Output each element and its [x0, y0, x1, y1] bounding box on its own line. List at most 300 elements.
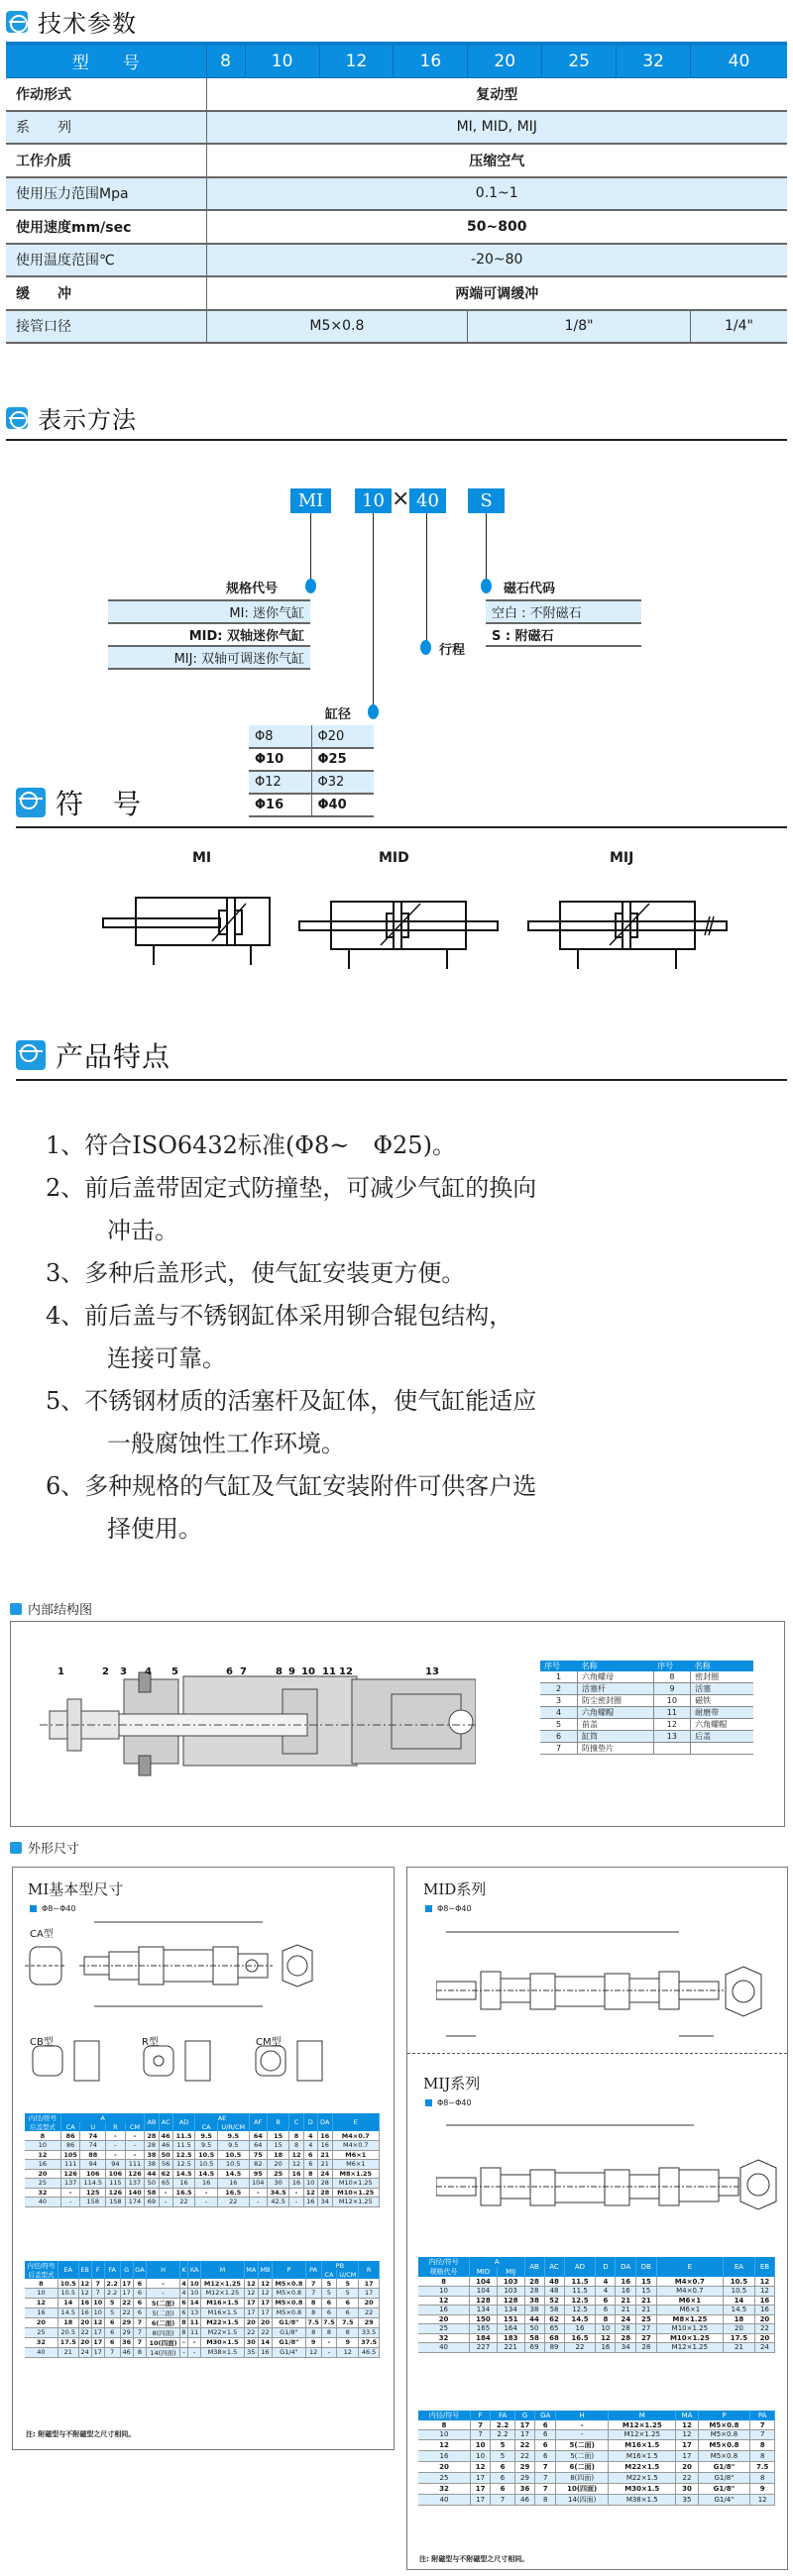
cell-value: -: [556, 2430, 609, 2440]
bore-value: Φ40: [311, 794, 374, 816]
cell-value: 17: [244, 2298, 258, 2308]
cell-value: 10: [470, 2450, 490, 2461]
range-square-icon: [30, 1905, 37, 1912]
table-row: [418, 2494, 775, 2505]
cell-value: 6: [303, 2160, 317, 2170]
pneumatic-symbols-diagram: [0, 862, 793, 981]
table-row: [418, 2333, 775, 2343]
cell-value: 12: [258, 2279, 272, 2289]
mij-note: 注: 附磁型与不附磁型之尺寸相同。: [419, 2555, 529, 2563]
col-subheader: 后盖型式: [25, 2122, 60, 2131]
parts-header: 名称: [691, 1661, 753, 1671]
cell-value: 20.5: [57, 2327, 78, 2337]
table-row: [25, 2141, 380, 2151]
cell-value: 7: [91, 2279, 104, 2289]
cell-value: 104: [470, 2287, 498, 2297]
col-header: DB: [635, 2257, 656, 2277]
cell-value: M16×1.5: [609, 2450, 676, 2461]
cell-value: 6(二面): [556, 2461, 609, 2472]
cell-value: 5(二面): [147, 2308, 180, 2317]
cell-value: 20: [359, 2298, 380, 2308]
spec-label: 缓 冲: [6, 276, 206, 310]
bore-value: Φ12: [249, 771, 311, 794]
cell-value: 50: [524, 2324, 544, 2334]
cell-value: 8: [321, 2327, 337, 2337]
cell-value: 6: [535, 2450, 556, 2461]
cell-value: 7: [133, 2317, 147, 2327]
row-bore: 40: [418, 2343, 470, 2353]
row-bore: 10: [25, 2141, 60, 2151]
col-header: K: [179, 2261, 187, 2279]
bore-value: Φ25: [311, 748, 374, 771]
symbol-label-mid: MID: [379, 850, 409, 866]
feature-item: 6、多种规格的气缸及气缸安装附件可供客户选: [46, 1472, 537, 1500]
cell-value: M10×1.25: [332, 2188, 379, 2198]
cell-value: 17: [91, 2337, 104, 2347]
col-subheader: 规格代号: [418, 2267, 470, 2277]
cell-value: 111: [60, 2160, 80, 2170]
spec-label: 系 列: [6, 111, 206, 145]
cell-value: 12: [91, 2317, 104, 2327]
cell-value: 12: [750, 2494, 775, 2505]
cell-value: 18: [57, 2317, 78, 2327]
cell-value: 28: [524, 2287, 544, 2297]
svg-text:10: 10: [301, 1666, 315, 1677]
cell-value: 6: [596, 2306, 616, 2315]
part-name: 缸筒: [578, 1731, 654, 1743]
brand-logo-icon: [16, 788, 46, 817]
mi-dimension-drawings: [25, 1917, 327, 2105]
cell-value: 20: [724, 2324, 755, 2334]
cell-value: -: [159, 2198, 172, 2207]
cell-value: 10: [303, 2179, 317, 2189]
col-header: M: [201, 2261, 244, 2279]
table-row: [418, 2296, 775, 2306]
row-bore: 8: [25, 2131, 60, 2141]
cell-value: 20: [754, 2314, 774, 2324]
cell-value: 7.5: [321, 2317, 337, 2327]
cell-value: 16: [616, 2287, 636, 2297]
cell-value: 64: [249, 2141, 267, 2151]
cell-value: 46: [120, 2347, 133, 2357]
part-no: 13: [653, 1731, 691, 1743]
cell-value: M12×1.25: [656, 2343, 723, 2353]
cell-value: 50: [145, 2179, 159, 2189]
spec-value: -20~80: [206, 244, 787, 277]
part-name: 后盖: [691, 1731, 753, 1743]
range-text: Φ8~Φ40: [437, 1904, 472, 1913]
cell-value: 34: [616, 2343, 636, 2353]
cell-value: 7: [491, 2494, 515, 2505]
cell-value: G1/8": [273, 2327, 306, 2337]
section-title: 产品特点: [56, 1040, 171, 1073]
cell-value: -: [179, 2337, 187, 2347]
mij-range: [425, 2098, 472, 2107]
cell-value: 12: [258, 2289, 272, 2299]
col-header: AB: [524, 2257, 544, 2277]
cell-value: 10: [470, 2439, 490, 2450]
cell-value: 36: [514, 2483, 534, 2494]
feature-item: 2、前后盖带固定式防撞垫，可减少气缸的换向: [46, 1174, 537, 1202]
cell-value: 29: [359, 2317, 380, 2327]
cell-value: 22: [217, 2198, 249, 2207]
col-subheader: CA: [60, 2122, 80, 2131]
table-row: [418, 2314, 775, 2324]
table-row: [25, 2279, 380, 2289]
row-bore: 12: [25, 2298, 57, 2308]
cell-value: 5: [337, 2279, 359, 2289]
col-header: AD: [172, 2113, 195, 2131]
cell-value: 14.5: [172, 2169, 195, 2179]
cell-value: 6: [104, 2327, 120, 2337]
cell-value: 6(二面): [147, 2317, 180, 2327]
spec-value: 0.1~1: [206, 177, 787, 211]
cell-value: -: [188, 2337, 201, 2347]
cell-value: 46: [159, 2131, 172, 2141]
part-no: 6: [540, 1731, 578, 1743]
cell-value: 134: [470, 2306, 498, 2315]
cell-value: 16.5: [564, 2333, 596, 2343]
cell-value: M4×0.7: [332, 2141, 379, 2151]
table-row: [25, 2160, 380, 2170]
cell-value: 12: [289, 2160, 303, 2170]
cell-value: 6: [133, 2298, 147, 2308]
symbol-mi-icon: [103, 898, 270, 965]
spec-label: 使用压力范围Mpa: [6, 177, 206, 211]
cell-value: 27: [635, 2333, 656, 2343]
spec-row: [6, 276, 787, 310]
table-row: [418, 2450, 775, 2461]
cell-value: 5: [491, 2450, 515, 2461]
bore-value: Φ16: [249, 794, 311, 816]
part-name: 密封圈: [691, 1671, 753, 1683]
spec-row-port: [6, 310, 787, 344]
part-name: 耐磨带: [691, 1707, 753, 1719]
cell-value: -: [195, 2188, 218, 2198]
table-row: [25, 2188, 380, 2198]
cell-value: 5: [491, 2439, 515, 2450]
cell-value: 6: [303, 2150, 317, 2160]
cell-value: 16: [78, 2298, 91, 2308]
col-header: 内径/符号: [418, 2411, 470, 2420]
brand-logo-icon: [6, 11, 28, 33]
leader-line: [486, 513, 487, 585]
svg-text:6: 6: [226, 1666, 233, 1677]
col-header: AD: [564, 2257, 596, 2277]
cell-value: 128: [497, 2296, 524, 2306]
cell-value: 22: [676, 2472, 698, 2483]
section-header-internal: [10, 1599, 92, 1618]
symbol-mij-icon: [528, 902, 727, 969]
cell-value: 8: [337, 2327, 359, 2337]
cell-value: 22: [244, 2327, 258, 2337]
cell-value: 6: [337, 2298, 359, 2308]
cell-value: 17.5: [724, 2333, 755, 2343]
cell-value: 29: [120, 2317, 133, 2327]
cell-value: 74: [80, 2141, 106, 2151]
cell-value: 12: [303, 2188, 317, 2198]
col-header: 内径/符号: [418, 2257, 470, 2267]
panel-divider: [407, 2053, 787, 2054]
col-header: GA: [535, 2411, 556, 2420]
cell-value: 52: [544, 2296, 564, 2306]
cell-value: 7: [305, 2289, 321, 2299]
part-no: 3: [540, 1695, 578, 1707]
col-subheader: U/CM: [337, 2270, 359, 2279]
cell-value: G1/4": [698, 2494, 750, 2505]
cell-value: 11.5: [172, 2131, 195, 2141]
cell-value: 2.2: [104, 2289, 120, 2299]
col-subheader: MIJ: [497, 2267, 524, 2277]
cell-value: 28: [145, 2141, 159, 2151]
cell-value: 16: [258, 2347, 272, 2357]
cell-value: -: [147, 2289, 180, 2299]
cell-value: M12×1.25: [201, 2289, 244, 2299]
col-header: P: [698, 2411, 750, 2420]
mij-panel-title: MIJ系列: [423, 2075, 481, 2093]
cell-value: M30×1.5: [201, 2337, 244, 2347]
section-title: 内部结构图: [28, 1603, 93, 1618]
cell-value: -: [321, 2347, 337, 2357]
cell-value: 21: [616, 2306, 636, 2315]
section-header-symbols: [16, 783, 787, 828]
cell-value: 21: [616, 2296, 636, 2306]
cell-value: 9: [337, 2337, 359, 2347]
cell-value: 115: [106, 2179, 126, 2189]
leader-line: [373, 513, 374, 711]
svg-text:3: 3: [120, 1666, 127, 1677]
spec-row: [6, 77, 787, 111]
cell-value: 88: [80, 2150, 106, 2160]
callout-label: 1: [57, 1666, 64, 1677]
cell-value: -: [249, 2188, 267, 2198]
cell-value: 14.5: [57, 2308, 78, 2317]
cell-value: 6: [104, 2317, 120, 2327]
leader-line: [426, 513, 427, 647]
col-subheader: R: [106, 2122, 126, 2131]
cell-value: 9: [750, 2483, 775, 2494]
cell-value: M4×0.7: [332, 2131, 379, 2141]
col-header: P: [273, 2261, 306, 2279]
cell-value: 7: [133, 2327, 147, 2337]
part-no: 8: [653, 1671, 691, 1683]
cell-value: 17: [258, 2298, 272, 2308]
cell-value: 48: [544, 2287, 564, 2297]
cell-value: 6: [596, 2296, 616, 2306]
cell-value: 95: [249, 2169, 267, 2179]
col-header: G: [514, 2411, 534, 2420]
cell-value: 174: [125, 2198, 145, 2207]
cell-value: -: [159, 2188, 172, 2198]
code-stroke: 40: [409, 488, 446, 513]
col-header: R: [359, 2261, 380, 2279]
row-bore: 32: [418, 2483, 470, 2494]
row-bore: 10: [418, 2430, 470, 2440]
cell-value: 10.5: [57, 2279, 78, 2289]
row-bore: 8: [25, 2279, 57, 2289]
row-bore: 8: [418, 2277, 470, 2287]
cell-value: 6: [181, 2299, 186, 2307]
cell-value: 5(二面): [556, 2439, 609, 2450]
cell-value: 4: [596, 2287, 616, 2297]
cell-value: 12: [754, 2277, 774, 2287]
col-subheader: U/R/CM: [217, 2122, 249, 2131]
col-subheader: MID: [470, 2267, 498, 2277]
cell-value: -: [321, 2337, 337, 2347]
cell-value: 7: [305, 2279, 321, 2289]
row-bore: 32: [25, 2337, 57, 2347]
brand-logo-icon: [6, 407, 28, 429]
cell-value: 2.2: [104, 2279, 120, 2289]
cell-value: 21: [317, 2160, 332, 2170]
bore-col: 10: [245, 44, 319, 77]
bullet-dot-icon: [481, 579, 492, 593]
cell-value: 69: [145, 2198, 159, 2207]
cell-value: 106: [106, 2169, 126, 2179]
cell-value: 17: [470, 2472, 490, 2483]
spec-header-label: 型 号: [6, 44, 206, 77]
svg-text:11: 11: [322, 1666, 336, 1677]
cell-value: 82: [249, 2160, 267, 2170]
spec-value: 两端可调缓冲: [206, 276, 787, 310]
leader-line: [310, 513, 311, 585]
col-header: PA: [305, 2261, 321, 2279]
cell-value: 20: [78, 2337, 91, 2347]
cell-value: 12: [754, 2287, 774, 2297]
feature-item: 5、不锈钢材质的活塞杆及缸体，使气缸能适应: [46, 1387, 537, 1415]
cell-value: 68: [544, 2333, 564, 2343]
cell-value: 4: [303, 2131, 317, 2141]
cell-value: 17: [359, 2279, 380, 2289]
col-header: D: [596, 2257, 616, 2277]
cell-value: 6: [179, 2308, 187, 2317]
svg-text:7: 7: [240, 1666, 247, 1677]
cell-value: 22: [120, 2298, 133, 2308]
range-text: Φ8~Φ40: [42, 1904, 76, 1913]
table-row: [25, 2337, 380, 2347]
cell-value: 8(四面): [556, 2472, 609, 2483]
magnet-code-table: [486, 599, 641, 647]
parts-header: 序号: [540, 1661, 578, 1671]
cell-value: 13: [188, 2308, 201, 2317]
cell-value: 140: [125, 2188, 145, 2198]
cell-value: 16: [217, 2179, 249, 2189]
cell-value: 8: [133, 2347, 147, 2357]
bore-value: Φ8: [249, 725, 311, 748]
cell-value: 14(四面): [556, 2494, 609, 2505]
row-bore: 40: [25, 2198, 60, 2207]
cell-value: -: [125, 2131, 145, 2141]
cell-value: 46: [159, 2141, 172, 2151]
cell-value: M5×0.8: [698, 2439, 750, 2450]
spec-header-row: [6, 44, 787, 77]
row-bore: 25: [25, 2327, 57, 2337]
magnet-code-title: 磁石代码: [504, 582, 556, 596]
row-bore: 20: [418, 2461, 470, 2472]
mi-dim-table-1: [25, 2113, 380, 2207]
spec-row: [6, 177, 787, 211]
part-name: 防尘密封圈: [578, 1695, 654, 1707]
cell-value: 20: [244, 2317, 258, 2327]
cell-value: G1/8": [698, 2483, 750, 2494]
part-no: 9: [653, 1683, 691, 1695]
cell-value: -: [188, 2347, 201, 2357]
cell-value: 7: [535, 2472, 556, 2483]
part-no: [653, 1743, 691, 1755]
cell-value: M6×1: [656, 2296, 723, 2306]
cell-value: 106: [80, 2169, 106, 2179]
col-header: PA: [750, 2411, 775, 2420]
feature-item-cont: 连接可靠。: [107, 1344, 226, 1372]
part-no: 1: [540, 1671, 578, 1683]
cell-value: M12×1.25: [332, 2198, 379, 2207]
part-name: 活塞: [691, 1683, 753, 1695]
col-header: A: [60, 2113, 144, 2122]
cell-value: 6: [133, 2289, 147, 2299]
row-bore: 16: [418, 2450, 470, 2461]
mid-range: [425, 1904, 472, 1913]
part-name: 活塞杆: [578, 1683, 654, 1695]
cell-value: 8: [181, 2318, 186, 2326]
col-header: C: [289, 2113, 303, 2131]
cell-value: G1/4": [273, 2347, 306, 2357]
cell-value: 4: [181, 2279, 186, 2288]
magnet-code-item: S : 附磁石: [486, 623, 641, 646]
cell-value: 22: [514, 2450, 534, 2461]
cell-value: 89: [544, 2343, 564, 2353]
spec-value: 压缩空气: [206, 144, 787, 177]
cell-value: 16: [754, 2296, 774, 2306]
col-header: EA: [57, 2261, 78, 2279]
cell-value: -: [249, 2198, 267, 2207]
cell-value: 22: [359, 2308, 380, 2317]
col-header: FA: [491, 2411, 515, 2420]
cell-value: 20: [754, 2333, 774, 2343]
code-series: MI: [290, 488, 331, 513]
cylinder-section-diagram: [10, 1664, 476, 1803]
part-name: 防撞垫片: [578, 1743, 654, 1755]
cell-value: 94: [106, 2160, 126, 2170]
cell-value: 14: [258, 2337, 272, 2347]
cell-value: M16×1.5: [201, 2298, 244, 2308]
col-header: F: [470, 2411, 490, 2420]
cell-value: 24: [754, 2343, 774, 2353]
cell-value: 4: [303, 2141, 317, 2151]
port-value: M5×0.8: [206, 310, 468, 344]
cell-value: 17: [244, 2308, 258, 2317]
cell-value: 30: [676, 2483, 698, 2494]
cell-value: 8(四面): [147, 2327, 180, 2337]
cell-value: 33.5: [359, 2327, 380, 2337]
cell-value: M10×1.25: [332, 2179, 379, 2189]
bore-value: Φ20: [311, 725, 374, 748]
cell-value: 10.5: [724, 2287, 755, 2297]
cell-value: 6: [133, 2279, 147, 2289]
cell-value: M38×1.5: [609, 2494, 676, 2505]
cell-value: 25: [635, 2314, 656, 2324]
port-value: 1/4": [690, 310, 787, 344]
cell-value: 12: [305, 2347, 321, 2357]
col-header: AE: [195, 2113, 249, 2122]
cell-value: 14: [57, 2298, 78, 2308]
cell-value: 15: [635, 2277, 656, 2287]
type-label-ca: CA型: [30, 1929, 54, 1940]
cell-value: 8: [750, 2450, 775, 2461]
cell-value: 6: [535, 2420, 556, 2430]
cell-value: 21: [635, 2296, 656, 2306]
section-title: 外形尺寸: [28, 1842, 80, 1857]
table-row: [418, 2343, 775, 2353]
